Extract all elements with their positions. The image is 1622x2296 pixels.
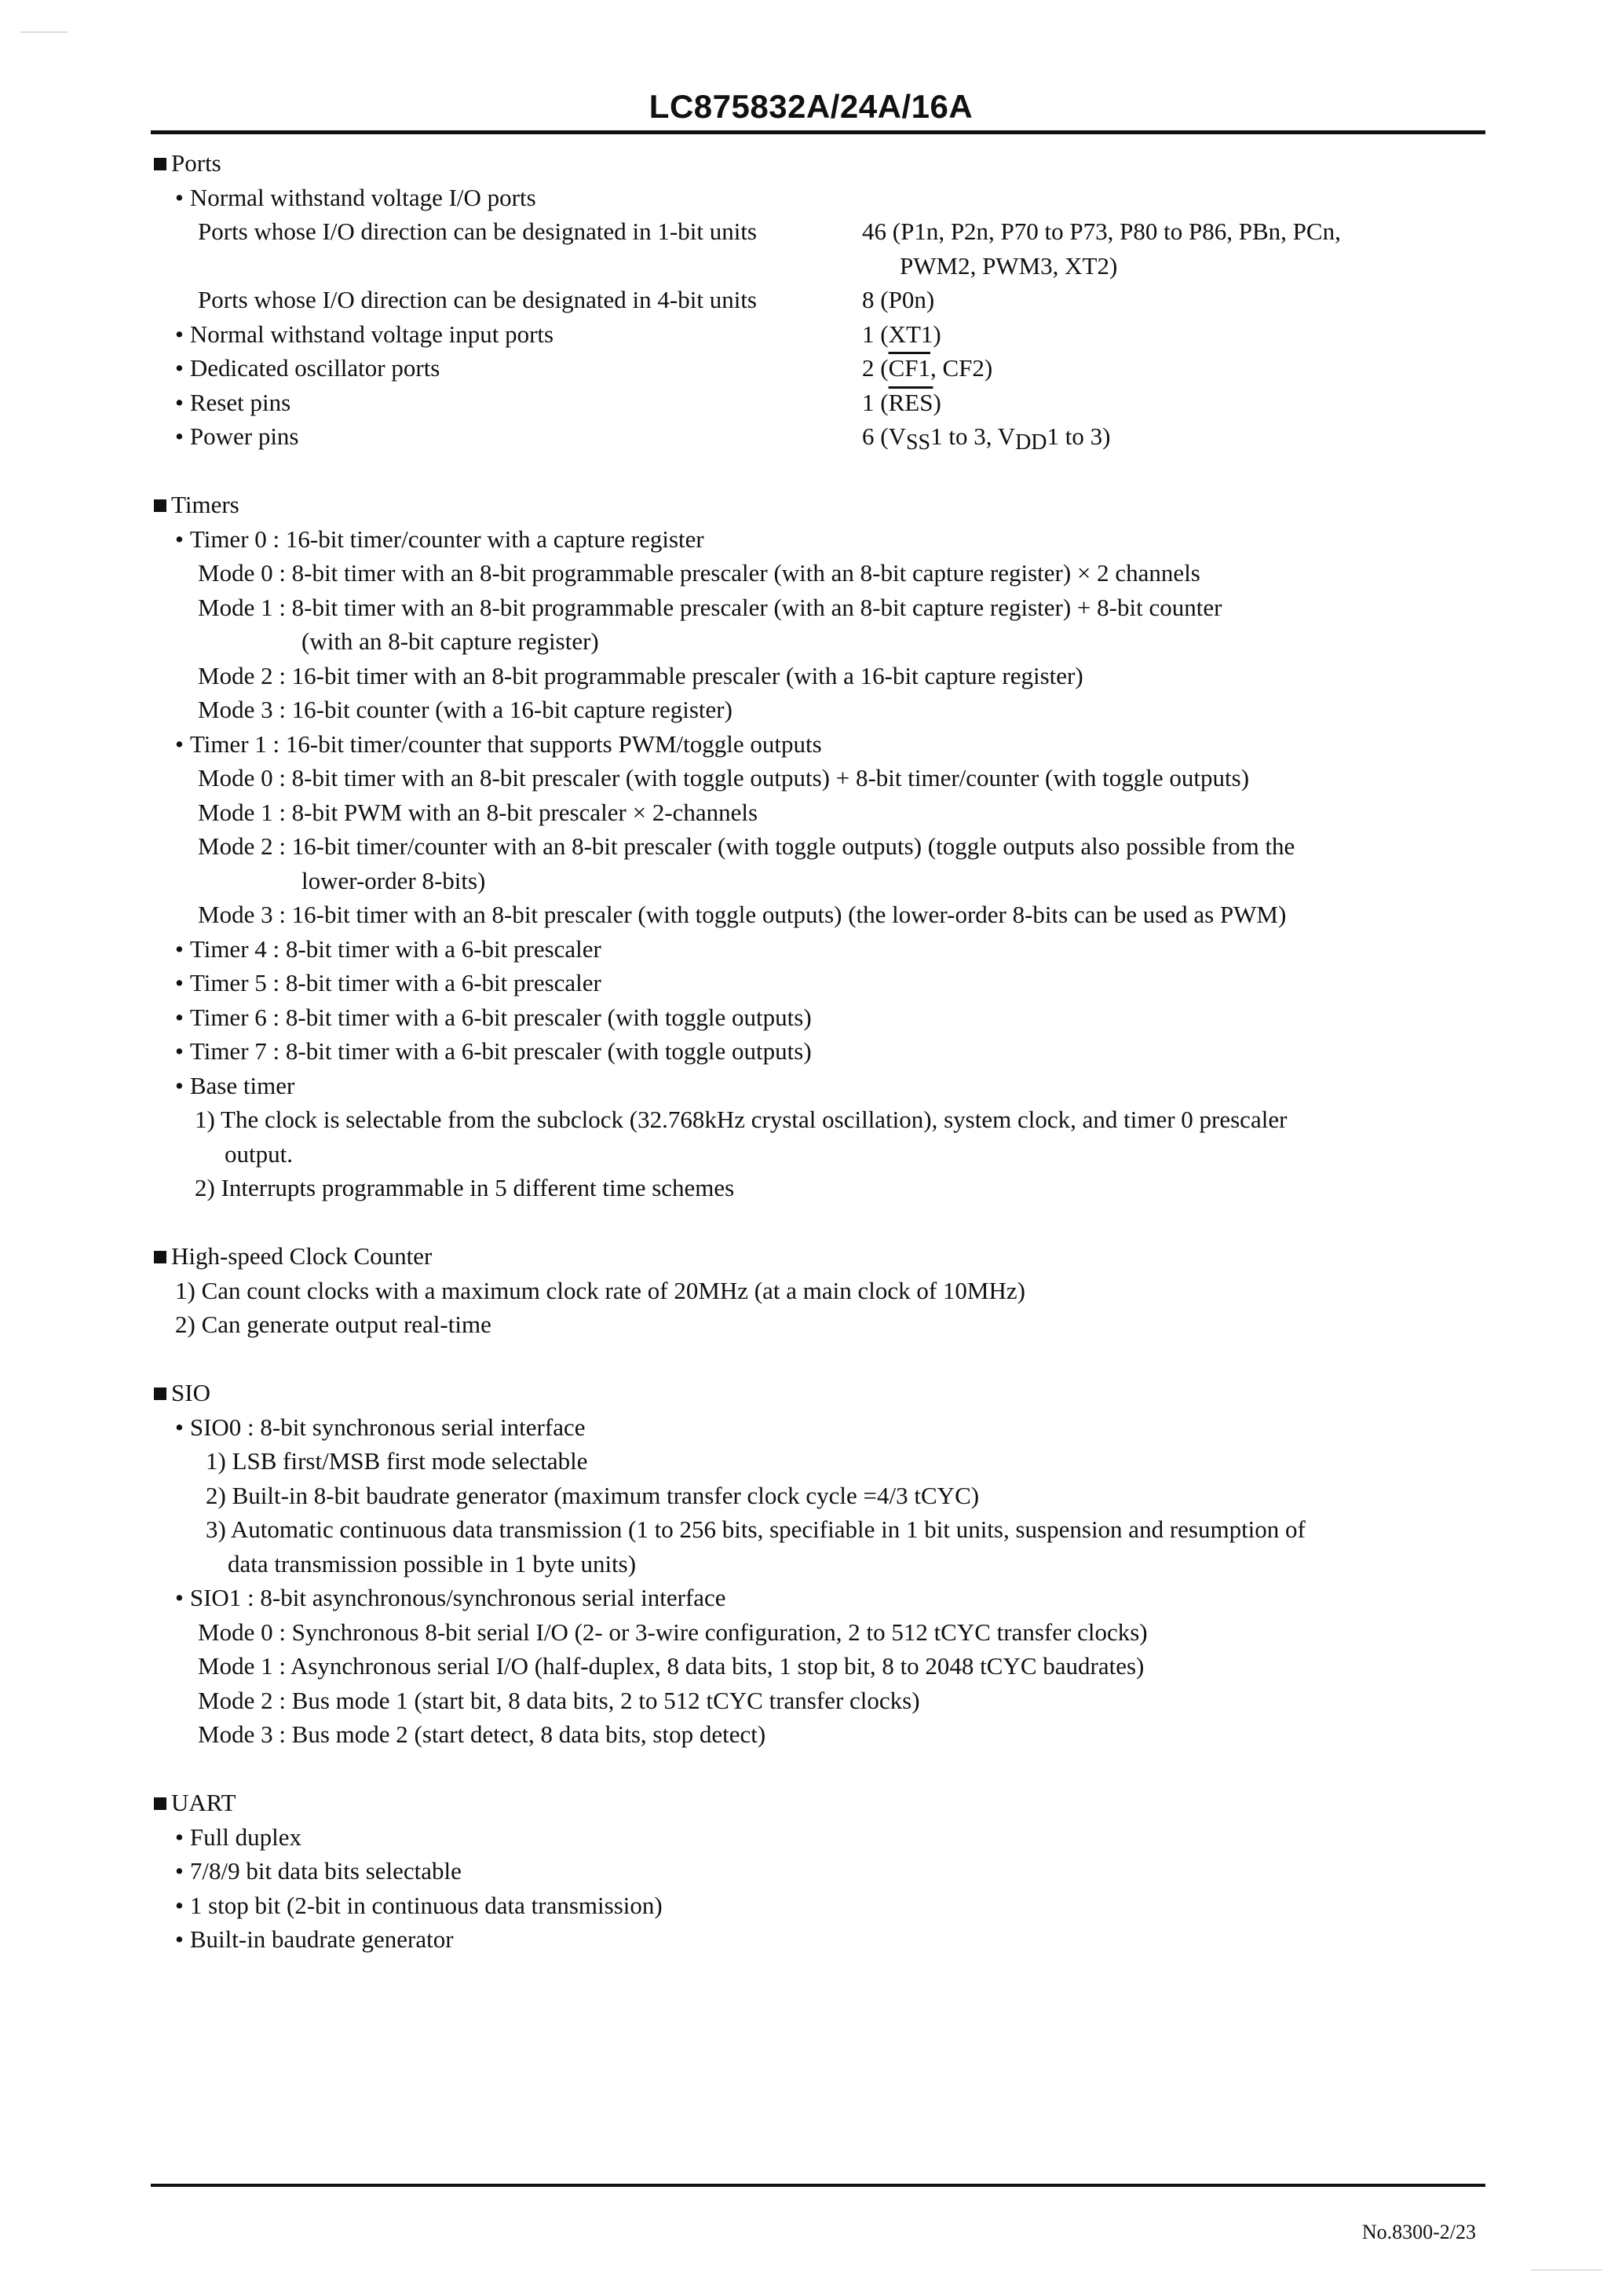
bullet-icon: • xyxy=(175,729,184,758)
list-item: • Timer 4 : 8-bit timer with a 6-bit prescaler xyxy=(175,934,601,963)
bullet-icon: • xyxy=(175,320,184,348)
scan-speck xyxy=(20,31,68,33)
mode-line: Mode 0 : 8-bit timer with an 8-bit prescaler (with toggle outputs) + 8-bit timer/counter (with toggle outputs) xyxy=(198,764,1250,792)
bullet-icon: • xyxy=(175,1823,184,1851)
section-heading: SIO xyxy=(154,1376,1489,1410)
section-high-speed-clock-counter xyxy=(154,1239,1489,1342)
mode-line: Mode 3 : 16-bit counter (with a 16-bit capture register) xyxy=(198,696,732,723)
spec-row: • Reset pins 1 $(\overline{RES})$ xyxy=(175,388,941,416)
page-number: No.8300-2/23 xyxy=(1361,2221,1476,2243)
spec-row: Ports whose I/O direction can be designated in 4-bit units 8 (P0n) xyxy=(198,286,935,313)
square-bullet-icon xyxy=(154,1387,166,1400)
bullet-icon: • xyxy=(175,934,184,963)
spec-row: • Dedicated oscillator ports 2 (CF1, CF2) xyxy=(175,354,993,382)
list-item: • Timer 0 : 16-bit timer/counter with a capture register xyxy=(175,525,704,553)
numbered-item: 3) Automatic continuous data transmission (1 to 256 bits, specifiable in 1 bit units, suspension and resumption of xyxy=(206,1515,1306,1543)
list-item: • Timer 6 : 8-bit timer with a 6-bit prescaler (with toggle outputs) xyxy=(175,1003,812,1031)
section-heading: Ports xyxy=(154,146,1489,181)
spec-row-continuation: PWM2, PWM3, XT2) xyxy=(900,251,1118,280)
mode-line-continuation: (with an 8-bit capture register) xyxy=(301,627,599,655)
list-item: • Base timer xyxy=(175,1071,295,1099)
page-header-title: LC875832A/24A/16A xyxy=(648,88,974,125)
bullet-icon: • xyxy=(175,1037,184,1065)
numbered-item: 1) Can count clocks with a maximum clock rate of 20MHz (at a main clock of 10MHz) xyxy=(175,1276,1025,1304)
list-item: • Timer 1 : 16-bit timer/counter that supports PWM/toggle outputs xyxy=(175,729,822,758)
numbered-item-continuation: data transmission possible in 1 byte units) xyxy=(228,1549,637,1578)
numbered-item-continuation: output. xyxy=(225,1139,293,1168)
mode-line: Mode 0 : 8-bit timer with an 8-bit programmable prescaler (with an 8-bit capture register) × 2 channels xyxy=(198,559,1200,587)
mode-line: Mode 3 : Bus mode 2 (start detect, 8 data bits, stop detect) xyxy=(198,1720,766,1748)
list-item: • Normal withstand voltage I/O ports xyxy=(175,183,536,211)
mode-line: Mode 1 : Asynchronous serial I/O (half-duplex, 8 data bits, 1 stop bit, 8 to 2048 tCYC baudrates) xyxy=(198,1652,1145,1680)
mode-line: Mode 0 : Synchronous 8-bit serial I/O (2- or 3-wire configuration, 2 to 512 tCYC transfer clocks) xyxy=(198,1618,1148,1646)
section-ports xyxy=(154,146,1489,454)
section-heading: Timers xyxy=(154,488,1489,522)
mode-line: Mode 1 : 8-bit PWM with an 8-bit prescaler × 2-channels xyxy=(198,798,758,826)
mode-line-continuation: lower-order 8-bits) xyxy=(301,866,486,894)
list-item: • Timer 5 : 8-bit timer with a 6-bit prescaler xyxy=(175,969,601,996)
list-item: • 7/8/9 bit data bits selectable xyxy=(175,1857,462,1885)
scan-speck xyxy=(1531,2269,1602,2271)
footer-rule xyxy=(151,2184,1485,2187)
numbered-item: 2) Interrupts programmable in 5 different time schemes xyxy=(195,1174,735,1201)
numbered-item: 2) Can generate output real-time xyxy=(175,1311,491,1338)
bullet-icon: • xyxy=(175,525,184,553)
numbered-item: 1) The clock is selectable from the subclock (32.768kHz crystal oscillation), system clock, and timer 0 prescaler xyxy=(195,1106,1288,1133)
bullet-icon: • xyxy=(175,1413,184,1441)
numbered-item: 1) LSB first/MSB first mode selectable xyxy=(206,1447,588,1475)
bullet-icon: • xyxy=(175,422,184,450)
mode-line: Mode 1 : 8-bit timer with an 8-bit programmable prescaler (with an 8-bit capture register) + 8-bit counter xyxy=(198,593,1222,621)
document-body xyxy=(154,146,1489,1957)
mode-line: Mode 3 : 16-bit timer with an 8-bit prescaler (with toggle outputs) (the lower-order 8-bits can be used as PWM) xyxy=(198,901,1287,928)
bullet-icon: • xyxy=(175,1003,184,1031)
bullet-icon: • xyxy=(175,1925,184,1953)
mode-line: Mode 2 : Bus mode 1 (start bit, 8 data bits, 2 to 512 tCYC transfer clocks) xyxy=(198,1686,920,1714)
square-bullet-icon xyxy=(154,499,166,512)
square-bullet-icon xyxy=(154,1251,166,1263)
bullet-icon: • xyxy=(175,969,184,996)
section-heading: UART xyxy=(154,1786,1489,1820)
section-timers xyxy=(154,488,1489,1205)
list-item: • Timer 7 : 8-bit timer with a 6-bit prescaler (with toggle outputs) xyxy=(175,1037,812,1065)
square-bullet-icon xyxy=(154,158,166,170)
spec-row: • Power pins 6 (VSS1 to 3, VDD1 to 3) xyxy=(175,422,1111,455)
section-heading: High-speed Clock Counter xyxy=(154,1239,1489,1274)
header-rule xyxy=(151,130,1485,134)
list-item: • Built-in baudrate generator xyxy=(175,1925,454,1953)
bullet-icon: • xyxy=(175,1857,184,1885)
spec-row: • Normal withstand voltage input ports 1 (XT1) xyxy=(175,320,941,348)
square-bullet-icon xyxy=(154,1797,166,1810)
bullet-icon: • xyxy=(175,388,184,416)
spec-row: Ports whose I/O direction can be designated in 1-bit units 46 (P1n, P2n, P70 to P73, P80 to P86, PBn, PCn, xyxy=(198,218,1341,245)
list-item: • SIO1 : 8-bit asynchronous/synchronous serial interface xyxy=(175,1584,726,1611)
mode-line: Mode 2 : 16-bit timer with an 8-bit programmable prescaler (with a 16-bit capture register) xyxy=(198,661,1083,689)
list-item: • 1 stop bit (2-bit in continuous data transmission) xyxy=(175,1891,663,1919)
bullet-icon: • xyxy=(175,354,184,382)
list-item: • SIO0 : 8-bit synchronous serial interface xyxy=(175,1413,586,1441)
bullet-icon: • xyxy=(175,1891,184,1919)
bullet-icon: • xyxy=(175,1071,184,1099)
section-uart xyxy=(154,1786,1489,1957)
list-item: • Full duplex xyxy=(175,1823,301,1851)
section-sio xyxy=(154,1376,1489,1752)
numbered-item: 2) Built-in 8-bit baudrate generator (maximum transfer clock cycle =4/3 tCYC) xyxy=(206,1481,980,1509)
bullet-icon: • xyxy=(175,1584,184,1611)
bullet-icon: • xyxy=(175,183,184,211)
mode-line: Mode 2 : 16-bit timer/counter with an 8-bit prescaler (with toggle outputs) (toggle outputs also possible from the xyxy=(198,832,1295,860)
